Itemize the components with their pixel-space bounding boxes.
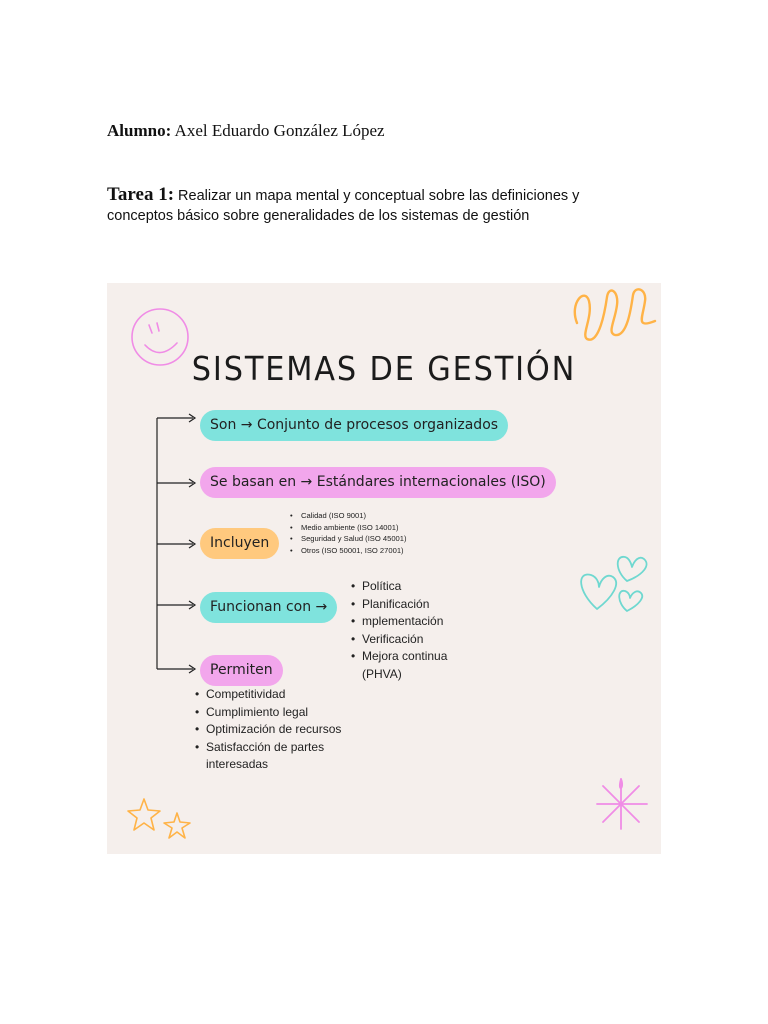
flower-icon (597, 779, 647, 829)
list-item: • Verificación (351, 631, 471, 649)
permiten-list (195, 686, 365, 774)
mind-map-poster (107, 283, 661, 854)
student-name: Axel Eduardo González López (174, 121, 385, 140)
scribble-icon (575, 289, 655, 339)
list-item: • Seguridad y Salud (ISO 45001) (290, 533, 415, 545)
student-line (107, 121, 385, 141)
list-item: • Calidad (ISO 9001) (290, 510, 415, 522)
task-text: Realizar un mapa mental y conceptual sobre las definiciones y conceptos básico sobre generalidades de los sistemas de gestión (107, 188, 580, 224)
branch-se-basan: Se basan en → Estándares internacionales (ISO) (200, 467, 556, 498)
funcionan-list (351, 578, 471, 684)
list-item: • Otros (ISO 50001, ISO 27001) (290, 545, 415, 557)
list-item: • Planificación (351, 596, 471, 614)
task-label: Tarea 1: (107, 184, 175, 205)
list-item: • Satisfacción de partes interesadas (195, 739, 365, 774)
branch-son: Son → Conjunto de procesos organizados (200, 410, 508, 441)
incluyen-list (290, 510, 415, 556)
list-item: • mplementación (351, 613, 471, 631)
task-block (107, 185, 627, 226)
list-item: • Política (351, 578, 471, 596)
branch-funcionan: Funcionan con → (200, 592, 337, 623)
stars-icon (128, 799, 190, 838)
list-item: • Mejora continua (PHVA) (351, 648, 471, 683)
list-item: • Medio ambiente (ISO 14001) (290, 522, 415, 534)
branch-permiten: Permiten (200, 655, 283, 686)
list-item: • Competitividad (195, 686, 365, 704)
hearts-icon (581, 557, 646, 611)
list-item: • Optimización de recursos (195, 721, 365, 739)
poster-title: SISTEMAS DE GESTIÓN (191, 349, 577, 388)
branch-incluyen: Incluyen (200, 528, 279, 559)
student-label: Alumno: (107, 121, 172, 140)
branch-connectors (157, 414, 195, 673)
list-item: • Cumplimiento legal (195, 704, 365, 722)
